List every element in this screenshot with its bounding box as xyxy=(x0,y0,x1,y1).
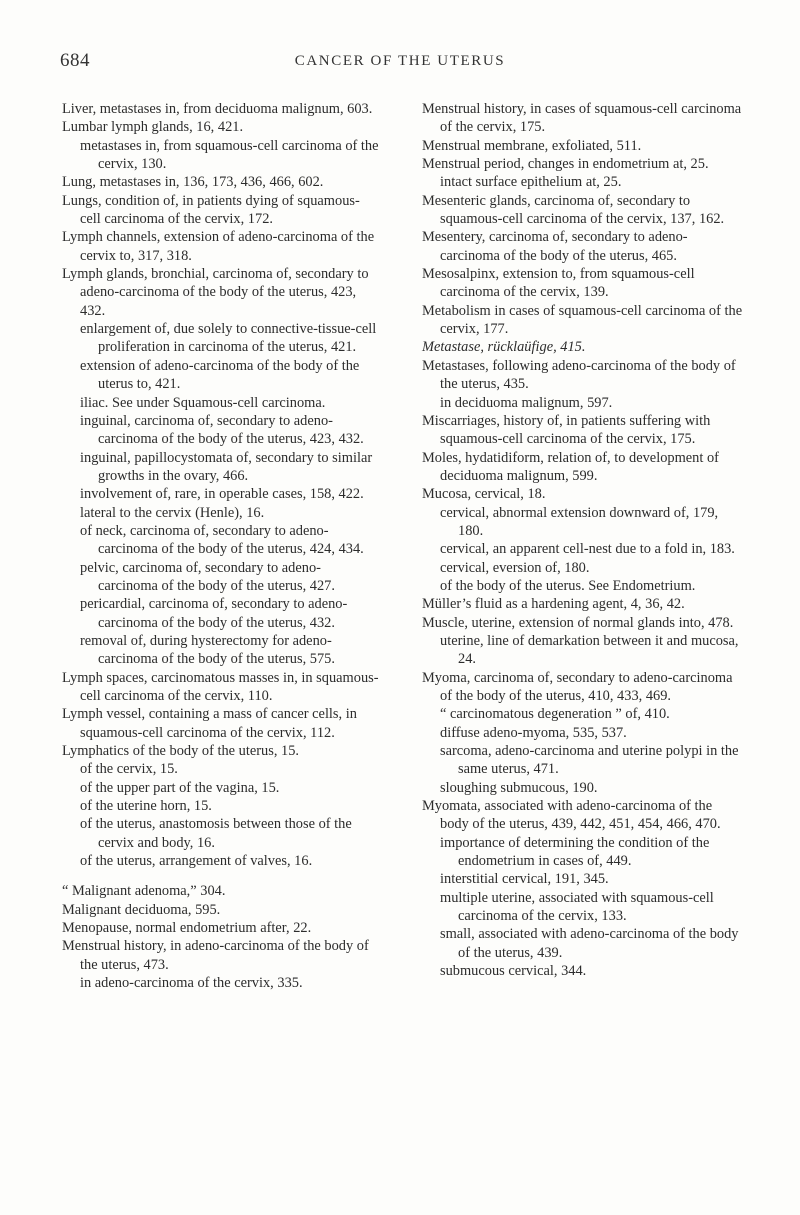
index-subentry xyxy=(62,852,380,870)
index-entry xyxy=(62,669,380,706)
index-entry xyxy=(62,265,380,320)
index-entry-text: Myoma, carcinoma of, secondary to adeno-carcinoma of the body of the uterus, 410, 433, 469. xyxy=(422,669,733,704)
index-entry-text: cervical, abnormal extension downward of, 179, 180. xyxy=(440,504,719,539)
index-entry-text: pericardial, carcinoma of, secondary to adeno-carcinoma of the body of the uterus, 432. xyxy=(80,596,348,631)
index-entry-text: Lymph spaces, carcinomatous masses in, in squamous-cell carcinoma of the cervix, 110. xyxy=(62,669,379,704)
index-entry-text: Miscarriages, history of, in patients suffering with squamous-cell carcinoma of the cervix, 175. xyxy=(422,412,711,448)
index-spacer xyxy=(62,870,380,882)
index-entry-text: multiple uterine, associated with squamous-cell carcinoma of the cervix, 133. xyxy=(440,889,714,925)
index-subentry xyxy=(62,595,380,632)
index-subentry xyxy=(62,815,380,852)
index-entry xyxy=(62,937,380,974)
index-subentry xyxy=(422,504,744,541)
index-subentry xyxy=(422,834,744,871)
index-column-right xyxy=(422,100,744,981)
index-subentry xyxy=(422,632,744,669)
index-entry-text: of the uterus, arrangement of valves, 16. xyxy=(80,853,313,870)
index-subentry xyxy=(62,797,380,815)
index-subentry xyxy=(62,449,380,486)
index-subentry xyxy=(62,522,380,559)
index-entry-text: Menopause, normal endometrium after, 22. xyxy=(62,920,312,937)
index-entry-text: lateral to the cervix (Henle), 16. xyxy=(80,504,265,521)
index-entry-text: removal of, during hysterectomy for adeno-carcinoma of the body of the uterus, 575. xyxy=(80,632,335,668)
index-subentry xyxy=(62,357,380,394)
index-entry-text: diffuse adeno-myoma, 535, 537. xyxy=(440,724,627,741)
index-entry-text: pelvic, carcinoma of, secondary to adeno-carcinoma of the body of the uterus, 427. xyxy=(80,559,335,594)
index-subentry xyxy=(62,632,380,669)
index-entry-text: Mesosalpinx, extension to, from squamous-cell carcinoma of the cervix, 139. xyxy=(422,266,695,301)
index-subentry xyxy=(62,779,380,797)
index-entry xyxy=(422,100,744,137)
index-entry-text: Muscle, uterine, extension of normal glands into, 478. xyxy=(422,614,734,631)
index-entry-text: Mucosa, cervical, 18. xyxy=(422,486,546,503)
index-entry-text: importance of determining the condition of the endometrium in cases of, 449. xyxy=(440,834,710,870)
index-entry xyxy=(422,357,744,394)
index-entry xyxy=(422,412,744,449)
index-entry xyxy=(422,155,744,173)
index-entry-text: sarcoma, adeno-carcinoma and uterine polypi in the same uterus, 471. xyxy=(440,743,739,778)
index-entry xyxy=(62,173,380,191)
index-entry-text: Lymphatics of the body of the uterus, 15. xyxy=(62,743,300,760)
index-entry-text: Lung, metastases in, 136, 173, 436, 466, 602. xyxy=(62,174,324,191)
index-entry-text: Lungs, condition of, in patients dying of squamous-cell carcinoma of the cervix, 172. xyxy=(62,192,360,228)
index-entry-text: in adeno-carcinoma of the cervix, 335. xyxy=(80,975,303,992)
index-entry xyxy=(62,742,380,760)
index-entry-text: Menstrual period, changes in endometrium at, 25. xyxy=(422,156,709,173)
index-entry-text: Müller’s fluid as a hardening agent, 4, 36, 42. xyxy=(422,596,685,613)
page-number: 684 xyxy=(60,50,90,71)
index-subentry xyxy=(422,540,744,558)
index-subentry xyxy=(422,173,744,191)
index-entry xyxy=(62,882,380,900)
index-entry-text: Lumbar lymph glands, 16, 421. xyxy=(62,119,244,136)
index-entry-text: of the body of the uterus. See Endometrium. xyxy=(440,577,696,594)
index-entry xyxy=(422,797,744,834)
index-entry-text: involvement of, rare, in operable cases, 158, 422. xyxy=(80,486,364,503)
index-entry xyxy=(62,228,380,265)
column-gutter xyxy=(400,92,401,1192)
index-entry xyxy=(422,449,744,486)
index-entry-text: Lymph channels, extension of adeno-carcinoma of the cervix to, 317, 318. xyxy=(62,229,375,264)
index-entry-text: Malignant deciduoma, 595. xyxy=(62,901,221,918)
index-entry-text: Mesenteric glands, carcinoma of, secondary to squamous-cell carcinoma of the cervix, 137, 162. xyxy=(422,192,725,228)
index-entry-text: extension of adeno-carcinoma of the body of the uterus to, 421. xyxy=(80,357,360,393)
index-entry-text: Metastases, following adeno-carcinoma of the body of the uterus, 435. xyxy=(422,357,736,393)
index-subentry xyxy=(62,760,380,778)
index-entry xyxy=(422,669,744,706)
index-subentry xyxy=(422,742,744,779)
index-entry-text: small, associated with adeno-carcinoma of the body of the uterus, 439. xyxy=(440,926,739,961)
index-subentry xyxy=(62,137,380,174)
index-subentry xyxy=(62,559,380,596)
index-entry xyxy=(422,302,744,339)
index-entry xyxy=(62,919,380,937)
index-entry-text: enlargement of, due solely to connective-tissue-cell proliferation in carcinoma of the uterus, 421. xyxy=(80,321,377,356)
index-subentry xyxy=(422,962,744,980)
index-entry-text: inguinal, papillocystomata of, secondary to similar growths in the ovary, 466. xyxy=(80,449,373,484)
index-entry xyxy=(422,485,744,503)
index-subentry xyxy=(422,577,744,595)
index-subentry xyxy=(422,705,744,723)
index-entry-text: inguinal, carcinoma of, secondary to adeno-carcinoma of the body of the uterus, 423, 432. xyxy=(80,412,364,448)
index-entry-text: Metabolism in cases of squamous-cell carcinoma of the cervix, 177. xyxy=(422,302,743,338)
index-entry-text: Lymph glands, bronchial, carcinoma of, secondary to adeno-carcinoma of the body of the uterus, 423, 432. xyxy=(62,266,369,319)
index-entry-text: submucous cervical, 344. xyxy=(440,963,587,980)
index-entry-text: sloughing submucous, 190. xyxy=(440,779,598,796)
index-entry-text: Menstrual history, in cases of squamous-cell carcinoma of the cervix, 175. xyxy=(422,101,742,136)
index-subentry xyxy=(62,394,380,412)
index-subentry xyxy=(62,974,380,992)
index-subentry xyxy=(422,724,744,742)
index-entry xyxy=(62,118,380,136)
index-entry-text: Metastase, rücklaüfige, 415. xyxy=(422,339,586,356)
index-entry xyxy=(422,137,744,155)
index-subentry xyxy=(62,485,380,503)
index-entry-text: cervical, an apparent cell-nest due to a fold in, 183. xyxy=(440,541,735,558)
index-entry-text: of the uterus, anastomosis between those of the cervix and body, 16. xyxy=(80,816,352,851)
running-title: CANCER OF THE UTERUS xyxy=(294,53,506,69)
index-entry xyxy=(62,192,380,229)
index-entry-text: Moles, hydatidiform, relation of, to development of deciduoma malignum, 599. xyxy=(422,449,719,484)
index-subentry xyxy=(62,320,380,357)
index-entry-text: uterine, line of demarkation between it and mucosa, 24. xyxy=(440,632,739,668)
index-entry-text: Menstrual membrane, exfoliated, 511. xyxy=(422,137,642,154)
index-entry xyxy=(422,228,744,265)
index-entry xyxy=(422,595,744,613)
index-entry-text: interstitial cervical, 191, 345. xyxy=(440,871,609,888)
index-entry-text: intact surface epithelium at, 25. xyxy=(440,174,622,191)
index-entry xyxy=(422,338,744,356)
index-entry xyxy=(422,192,744,229)
index-entry-text: of neck, carcinoma of, secondary to adeno-carcinoma of the body of the uterus, 424, 434. xyxy=(80,522,364,558)
index-entry-text: Menstrual history, in adeno-carcinoma of the body of the uterus, 473. xyxy=(62,938,369,973)
index-entry xyxy=(422,265,744,302)
index-subentry xyxy=(422,559,744,577)
index-subentry xyxy=(422,870,744,888)
index-entry-text: metastases in, from squamous-cell carcinoma of the cervix, 130. xyxy=(80,137,379,173)
index-entry-text: “ Malignant adenoma,” 304. xyxy=(62,883,226,900)
index-entry-text: Myomata, associated with adeno-carcinoma of the body of the uterus, 439, 442, 451, 454, 466, 470. xyxy=(422,798,721,833)
index-entry-text: cervical, eversion of, 180. xyxy=(440,559,590,576)
index-entry-text: of the uterine horn, 15. xyxy=(80,798,212,815)
index-entry-text: “ carcinomatous degeneration ” of, 410. xyxy=(440,706,670,723)
index-entry-text: iliac. See under Squamous-cell carcinoma. xyxy=(80,394,326,411)
index-subentry xyxy=(62,412,380,449)
index-entry xyxy=(62,901,380,919)
index-entry-text: of the cervix, 15. xyxy=(80,761,178,778)
index-subentry xyxy=(62,504,380,522)
page-header xyxy=(60,50,740,74)
index-entry xyxy=(62,705,380,742)
index-subentry xyxy=(422,394,744,412)
index-entry-text: in deciduoma malignum, 597. xyxy=(440,394,613,411)
index-subentry xyxy=(422,889,744,926)
index-entry-text: Liver, metastases in, from deciduoma malignum, 603. xyxy=(62,101,373,117)
index-entry-text: Lymph vessel, containing a mass of cancer cells, in squamous-cell carcinoma of the cervix, 112. xyxy=(62,706,357,741)
index-subentry xyxy=(422,925,744,962)
index-entry xyxy=(422,614,744,632)
index-entry xyxy=(62,100,380,118)
index-column-left xyxy=(62,100,380,993)
index-subentry xyxy=(422,779,744,797)
index-entry-text: of the upper part of the vagina, 15. xyxy=(80,779,280,796)
index-entry-text: Mesentery, carcinoma of, secondary to adeno-carcinoma of the body of the uterus, 465. xyxy=(422,229,688,264)
